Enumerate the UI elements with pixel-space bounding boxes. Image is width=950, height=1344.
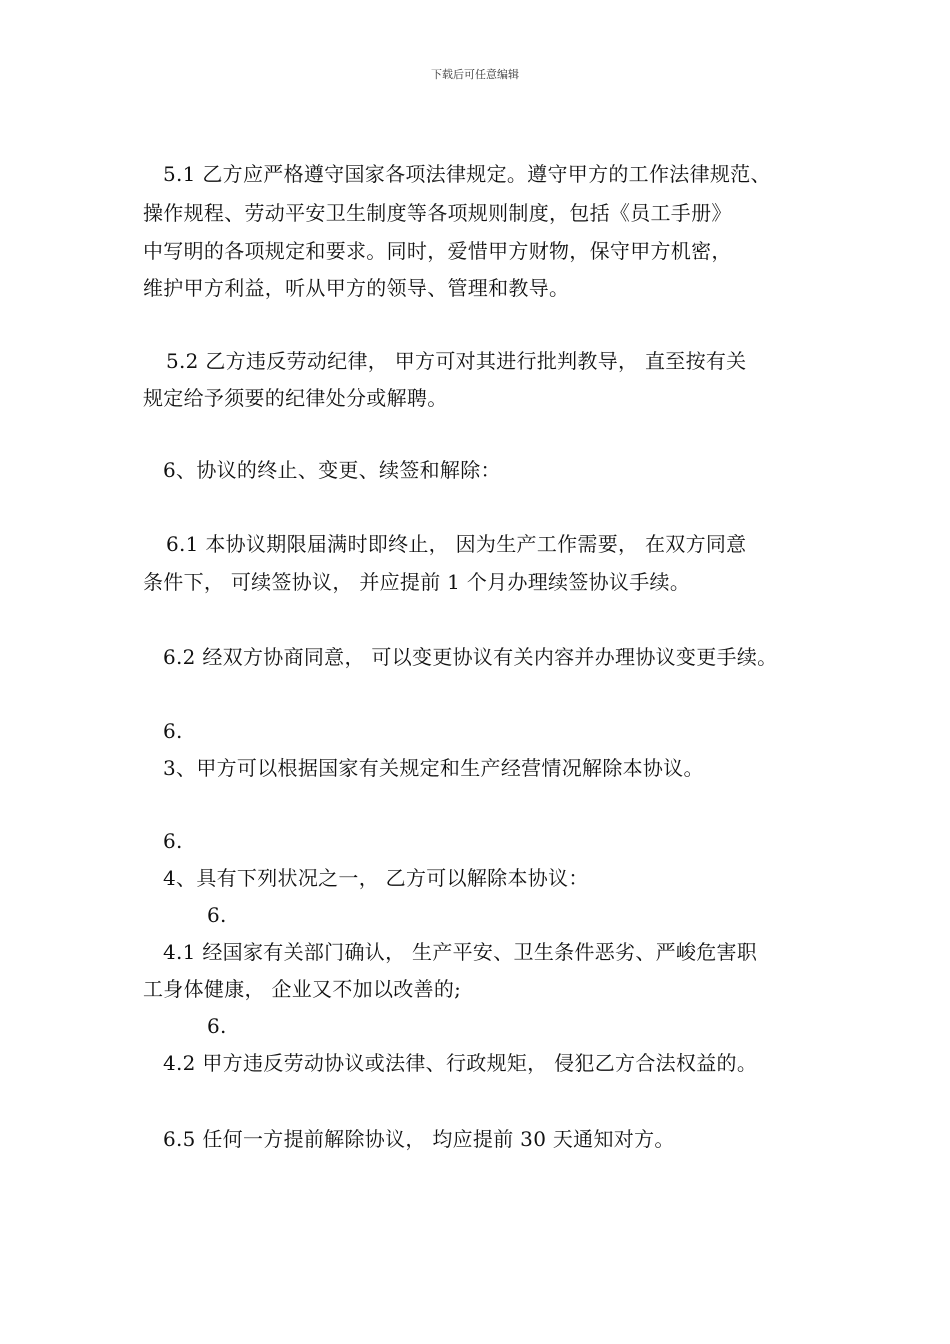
text-line: 4.1 经国家有关部门确认， 生产平安、卫生条件恶劣、严峻危害职 [163,940,758,964]
page-header: 下载后可任意编辑 [431,68,519,81]
text-line: 维护甲方利益，听从甲方的领导、管理和教导。 [143,276,570,300]
text-line: 工身体健康， 企业又不加以改善的; [143,977,462,1001]
text-line: 中写明的各项规定和要求。同时，爱惜甲方财物，保守甲方机密， [143,239,732,263]
text-line: 6.5 任何一方提前解除协议， 均应提前 30 天通知对方。 [163,1127,675,1151]
text-line: 6.2 经双方协商同意， 可以变更协议有关内容并办理协议变更手续。 [163,645,778,669]
clause-number: 6. [163,719,183,743]
text-line: 规定给予须要的纪律处分或解聘。 [143,386,448,410]
text-line: 4、具有下列状况之一， 乙方可以解除本协议： [163,866,589,890]
text-line: 操作规程、劳动平安卫生制度等各项规则制度，包括《员工手册》 [143,201,732,225]
section-heading: 6、协议的终止、变更、续签和解除： [163,458,501,482]
text-line: 3、甲方可以根据国家有关规定和生产经营情况解除本协议。 [163,756,704,780]
text-line: 条件下， 可续签协议， 并应提前 1 个月办理续签协议手续。 [143,570,691,594]
clause-number: 6. [207,903,227,927]
clause-number: 6. [163,829,183,853]
text-line: 4.2 甲方违反劳动协议或法律、行政规矩， 侵犯乙方合法权益的。 [163,1051,758,1075]
text-line: 5.1 乙方应严格遵守国家各项法律规定。遵守甲方的工作法律规范、 [163,162,771,186]
text-line: 5.2 乙方违反劳动纪律， 甲方可对其进行批判教导， 直至按有关 [166,349,747,373]
clause-number: 6. [207,1014,227,1038]
text-line: 6.1 本协议期限届满时即终止， 因为生产工作需要， 在双方同意 [166,532,747,556]
